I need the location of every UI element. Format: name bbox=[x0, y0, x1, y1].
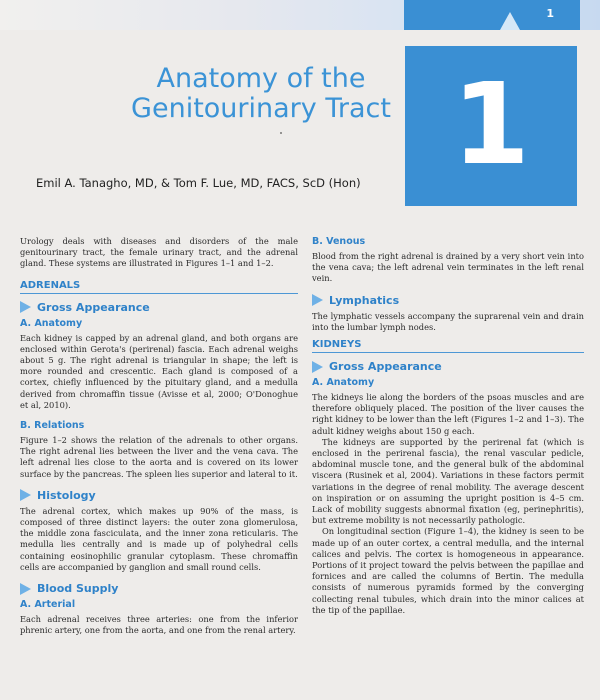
lymphatics-label: Lymphatics bbox=[329, 293, 400, 307]
page-number: 1 bbox=[546, 7, 554, 20]
kidney-para-1: The kidneys lie along the borders of the psoas muscles and are therefore obliquely placed. The position of the liver causes the right kidney to be lower than the left (Figures 1–2 and 1–3). The adult kidney weighs about 150 g each. bbox=[312, 392, 584, 436]
adrenals-heading: ADRENALS bbox=[20, 280, 298, 294]
histology-heading bbox=[20, 489, 298, 502]
blood-supply-heading bbox=[20, 582, 298, 595]
adrenal-gross-label: Gross Appearance bbox=[37, 300, 150, 314]
chapter-number: 1 bbox=[452, 60, 530, 190]
chapter-authors: Emil A. Tanagho, MD, & Tom F. Lue, MD, FACS, ScD (Hon) bbox=[36, 176, 361, 190]
relations-heading: B. Relations bbox=[20, 420, 85, 432]
lymphatics-heading bbox=[312, 294, 584, 307]
arterial-text: Each adrenal receives three arteries: one from the inferior phrenic artery, one from the aorta, and one from the renal artery. bbox=[20, 614, 298, 636]
venous-heading: B. Venous bbox=[312, 236, 366, 247]
adrenal-gross-heading bbox=[20, 301, 298, 314]
kidney-anatomy-heading: A. Anatomy bbox=[312, 377, 375, 389]
section-arrow-icon bbox=[20, 583, 31, 595]
chapter-title-line2: Genitourinary Tract bbox=[131, 93, 391, 124]
venous-text: Blood from the right adrenal is drained by a very short vein into the vena cava; the left adrenal vein terminates in the left renal vein. bbox=[312, 251, 584, 284]
kidney-gross-label: Gross Appearance bbox=[329, 360, 442, 374]
kidney-para-3: On longitudinal section (Figure 1–4), the kidney is seen to be made up of an outer cortex, a central medulla, and the internal calices and pelvis. The cortex is homogeneous in appearance. Portions of it project toward the pelvis between the papillae and fornices and are called the columns of Bertin. The medulla consists of numerous pyramids formed by the converging collecting renal tubules, which drain into the minor calices at the tip of the papillae. bbox=[312, 526, 584, 615]
tab-notch-icon bbox=[500, 12, 520, 30]
lymphatics-text: The lymphatic vessels accompany the suprarenal vein and drain into the lumbar lymph nodes. bbox=[312, 310, 584, 332]
histology-label: Histology bbox=[37, 488, 96, 502]
stray-dot bbox=[280, 132, 282, 134]
left-column bbox=[20, 236, 298, 636]
histology-text: The adrenal cortex, which makes up 90% of the mass, is composed of three distinct layers: the outer zona glomerulosa, the middle zona fasciculata, and the inner zona reticularis. The medulla lies centrally and is made up of polyhedral cells containing eosinophilic granular cytoplasm. These chromaffin cells are accompanied by ganglion and small round cells. bbox=[20, 505, 298, 572]
kidney-para-2: The kidneys are supported by the perirenal fat (which is enclosed in the perirenal fascia), the renal vascular pedicle, abdominal muscle tone, and the general bulk of the abdominal viscera (Rusinek et al, 2004). Variations in these factors permit variations in the degree of renal mobility. The average descent on inspiration or on assuming the upright position is 4–5 cm. Lack of mobility suggests abnormal fixation (eg, perinephritis), but extreme mobility is not necessarily pathologic. bbox=[312, 436, 584, 526]
adrenal-anatomy-text: Each kidney is capped by an adrenal gland, and both organs are enclosed within Gerota's (perirenal) fascia. Each adrenal weighs about 5 g. The right adrenal is triangular in shape; the left is more rounded and crescentic. Each gland is composed of a cortex, chiefly influenced by the pituitary gland, and a medulla derived from chromaffin tissue (Avisse et al, 2000; O'Donoghue et al, 2010). bbox=[20, 332, 298, 410]
chapter-number-block bbox=[405, 46, 577, 206]
section-arrow-icon bbox=[312, 294, 323, 306]
chapter-title-line1: Anatomy of the bbox=[156, 63, 366, 94]
adrenal-anatomy-heading: A. Anatomy bbox=[20, 317, 83, 329]
intro-paragraph: Urology deals with diseases and disorders of the male genitourinary tract, the female urinary tract, and the adrenal gland. These systems are illustrated in Figures 1–1 and 1–2. bbox=[20, 236, 298, 269]
chapter-title bbox=[130, 64, 392, 124]
section-arrow-icon bbox=[312, 361, 323, 373]
section-arrow-icon bbox=[20, 489, 31, 501]
relations-text: Figure 1–2 shows the relation of the adrenals to other organs. The right adrenal lies between the liver and the vena cava. The left adrenal lies close to the aorta and is covered on its lower surface by the pancreas. The spleen lies superior and lateral to it. bbox=[20, 435, 298, 479]
top-banner bbox=[0, 0, 600, 30]
page-number-tab bbox=[404, 0, 580, 30]
kidney-gross-heading bbox=[312, 360, 584, 373]
arterial-heading: A. Arterial bbox=[20, 599, 76, 611]
section-arrow-icon bbox=[20, 301, 31, 313]
blood-supply-label: Blood Supply bbox=[37, 582, 119, 596]
kidneys-heading: KIDNEYS bbox=[312, 339, 584, 353]
right-column bbox=[312, 236, 584, 616]
